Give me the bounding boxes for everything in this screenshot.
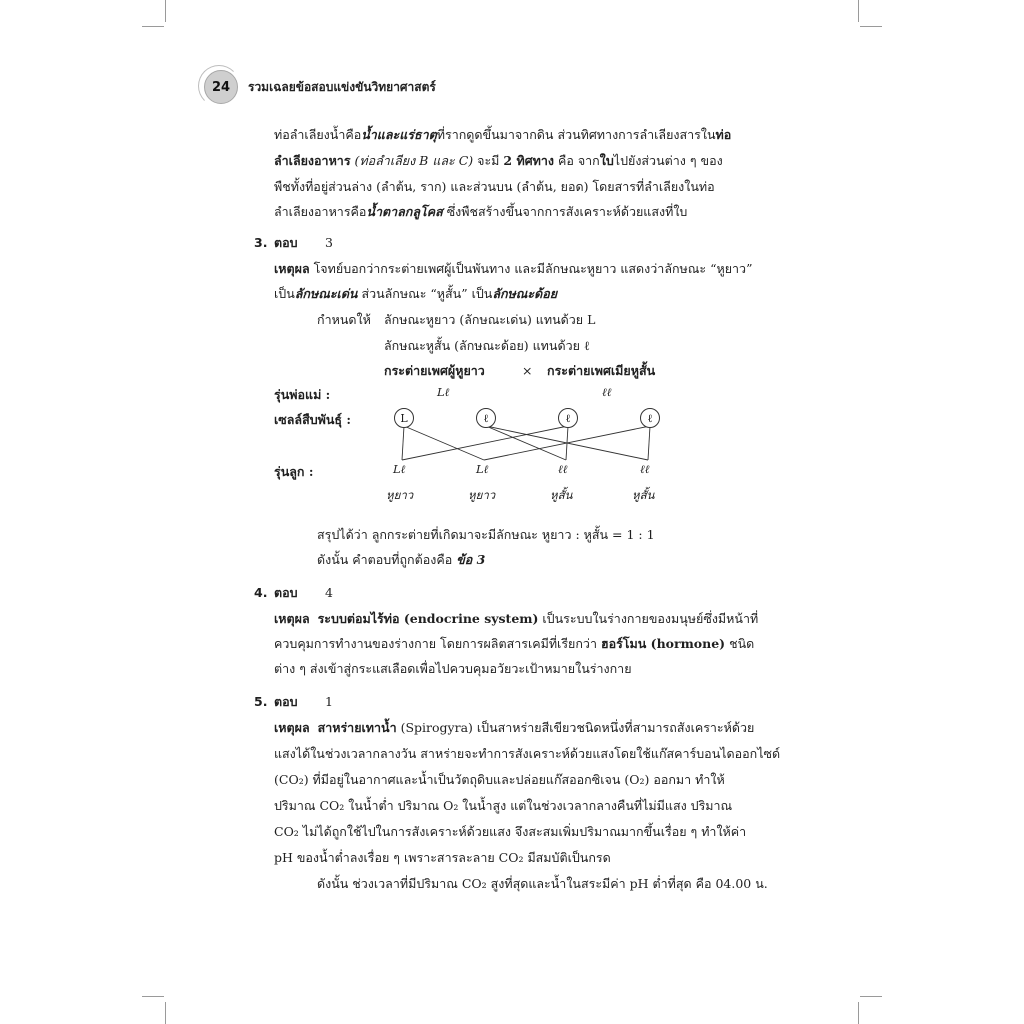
text: ชนิด xyxy=(725,636,755,651)
q5-reason-line-1 xyxy=(274,720,754,736)
text-bold: ฮอร์โมน (hormone) xyxy=(600,636,726,651)
text-italic: (ท่อลำเลียง B และ C) xyxy=(350,153,474,168)
q5-reason-line-3: (CO₂) ที่มีอยู่ในอากาศและน้ำเป็นวัตถุดิบและปล่อยแก๊สออกซิเจน (O₂) ออกมา ทำให้ xyxy=(274,772,725,787)
offspring-phenotype: หูสั้น xyxy=(632,488,655,502)
text-bold: ใบ xyxy=(599,153,614,168)
cross-line xyxy=(648,426,650,460)
answer-value: 3 xyxy=(325,235,333,250)
text-bold: 2 ทิศทาง xyxy=(503,153,554,168)
answer-label: ตอบ xyxy=(274,694,298,709)
q3-conclusion xyxy=(317,552,485,568)
q5-reason-line-6: pH ของน้ำต่ำลงเรื่อย ๆ เพราะสารละลาย CO₂ มีสมบัติเป็นกรด xyxy=(274,850,611,865)
cross-symbol: × xyxy=(522,363,533,378)
text: ไปยังส่วนต่าง ๆ ของ xyxy=(613,153,723,168)
question-number: 3. xyxy=(254,235,268,250)
parent-male-genotype: Lℓ xyxy=(437,385,450,399)
parents-label: รุ่นพ่อแม่ : xyxy=(274,387,331,402)
text: เป็น xyxy=(274,286,295,301)
question-number: 5. xyxy=(254,694,268,709)
q5-reason-line-5: CO₂ ไม่ได้ถูกใช้ไปในการสังเคราะห์ด้วยแสง จึงสะสมเพิ่มปริมาณมากขึ้นเรื่อย ๆ ทำให้ค่า xyxy=(274,824,747,839)
text-emphasis: ลักษณะด้อย xyxy=(492,286,558,301)
question-number: 4. xyxy=(254,585,268,600)
offspring-genotype: ℓℓ xyxy=(558,462,568,476)
q4-reason-line-1 xyxy=(274,611,758,627)
offspring-genotype: Lℓ xyxy=(393,462,406,476)
answer-value: 1 xyxy=(325,694,333,709)
q5-conclusion: ดังนั้น ช่วงเวลาที่มีปริมาณ CO₂ สูงที่สุดและน้ำในสระมีค่า pH ต่ำที่สุด คือ 04.00 น. xyxy=(317,876,768,891)
given-label: กำหนดให้ xyxy=(317,312,371,327)
parent-female-genotype: ℓℓ xyxy=(602,385,612,399)
cross-line xyxy=(404,426,484,460)
offspring-label: รุ่นลูก : xyxy=(274,464,314,479)
given-recessive: ลักษณะหูสั้น (ลักษณะด้อย) แทนด้วย ℓ xyxy=(384,338,590,353)
gamete-circle: ℓ xyxy=(476,408,496,428)
cross-line xyxy=(486,426,566,460)
text: ดังนั้น คำตอบที่ถูกต้องคือ xyxy=(317,552,457,567)
q5-reason-line-2: แสงได้ในช่วงเวลากลางวัน สาหร่ายจะทำการสังเคราะห์ด้วยแสงโดยใช้แก๊สคาร์บอนไดออกไซด์ xyxy=(274,746,781,761)
text: ควบคุมการทำงานของร่างกาย โดยการผลิตสารเคมีที่เรียกว่า xyxy=(274,636,601,651)
text-bold: ลำเลียงอาหาร xyxy=(274,153,351,168)
answer-label: ตอบ xyxy=(274,235,298,250)
gametes-label: เซลล์สืบพันธุ์ : xyxy=(274,412,352,427)
text: จะมี xyxy=(473,153,504,168)
page-number: 24 xyxy=(211,79,231,95)
text-emphasis: ข้อ 3 xyxy=(456,552,486,567)
text-bold: ท่อ xyxy=(715,127,732,142)
text: (Spirogyra) เป็นสาหร่ายสีเขียวชนิดหนึ่งที่สามารถสังเคราะห์ด้วย xyxy=(396,720,755,735)
text: เป็นระบบในร่างกายของมนุษย์ซึ่งมีหน้าที่ xyxy=(538,611,759,626)
text-emphasis: น้ำและแร่ธาตุ xyxy=(361,127,437,142)
gamete-circle: L xyxy=(394,408,414,428)
reason-label: เหตุผล xyxy=(274,720,310,735)
text: คือ จาก xyxy=(554,153,600,168)
text: ลำเลียงอาหารคือ xyxy=(274,204,367,219)
gamete-circle: ℓ xyxy=(558,408,578,428)
offspring-phenotype: หูสั้น xyxy=(550,488,573,502)
text: ส่วนลักษณะ “หูสั้น” เป็น xyxy=(357,286,493,301)
offspring-genotype: Lℓ xyxy=(476,462,489,476)
offspring-phenotype: หูยาว xyxy=(468,488,496,502)
text: โจทย์บอกว่ากระต่ายเพศผู้เป็นพันทาง และมีลักษณะหูยาว แสดงว่าลักษณะ “หูยาว” xyxy=(309,261,753,276)
text: ที่รากดูดขึ้นมาจากดิน ส่วนทิศทางการลำเลียงสารใน xyxy=(436,127,716,142)
intro-line-3: พืชทั้งที่อยู่ส่วนล่าง (ลำต้น, ราก) และส่วนบน (ลำต้น, ยอด) โดยสารที่ลำเลียงในท่อ xyxy=(274,179,715,194)
cross-female: กระต่ายเพศเมียหูสั้น xyxy=(547,363,656,378)
offspring-genotype: ℓℓ xyxy=(640,462,650,476)
answer-label: ตอบ xyxy=(274,585,298,600)
cross-line xyxy=(402,426,404,460)
given-dominant: ลักษณะหูยาว (ลักษณะเด่น) แทนด้วย L xyxy=(384,312,596,327)
text-bold: สาหร่ายเทาน้ำ xyxy=(317,720,397,735)
text-emphasis: น้ำตาลกลูโคส xyxy=(366,204,443,219)
text-emphasis: ลักษณะเด่น xyxy=(294,286,358,301)
q5-reason-line-4: ปริมาณ CO₂ ในน้ำต่ำ ปริมาณ O₂ ในน้ำสูง แต่ในช่วงเวลากลางคืนที่ไม่มีแสง ปริมาณ xyxy=(274,798,733,813)
cross-male: กระต่ายเพศผู้หูยาว xyxy=(384,363,485,378)
book-title: รวมเฉลยข้อสอบแข่งขันวิทยาศาสตร์ xyxy=(248,80,436,94)
reason-label: เหตุผล xyxy=(274,261,310,276)
q3-summary: สรุปได้ว่า ลูกกระต่ายที่เกิดมาจะมีลักษณะ หูยาว : หูสั้น = 1 : 1 xyxy=(317,527,655,542)
text: ซึ่งพืชสร้างขึ้นจากการสังเคราะห์ด้วยแสงที่ใบ xyxy=(442,204,688,219)
reason-label: เหตุผล xyxy=(274,611,310,626)
cross-line xyxy=(402,426,568,460)
gamete-circle: ℓ xyxy=(640,408,660,428)
text: ท่อลำเลียงน้ำคือ xyxy=(274,127,362,142)
q4-reason-line-2 xyxy=(274,636,754,652)
q4-reason-line-3: ต่าง ๆ ส่งเข้าสู่กระแสเลือดเพื่อไปควบคุมอวัยวะเป้าหมายในร่างกาย xyxy=(274,661,632,676)
text-bold: ระบบต่อมไร้ท่อ (endocrine system) xyxy=(317,611,539,626)
answer-value: 4 xyxy=(325,585,333,600)
offspring-phenotype: หูยาว xyxy=(386,488,414,502)
